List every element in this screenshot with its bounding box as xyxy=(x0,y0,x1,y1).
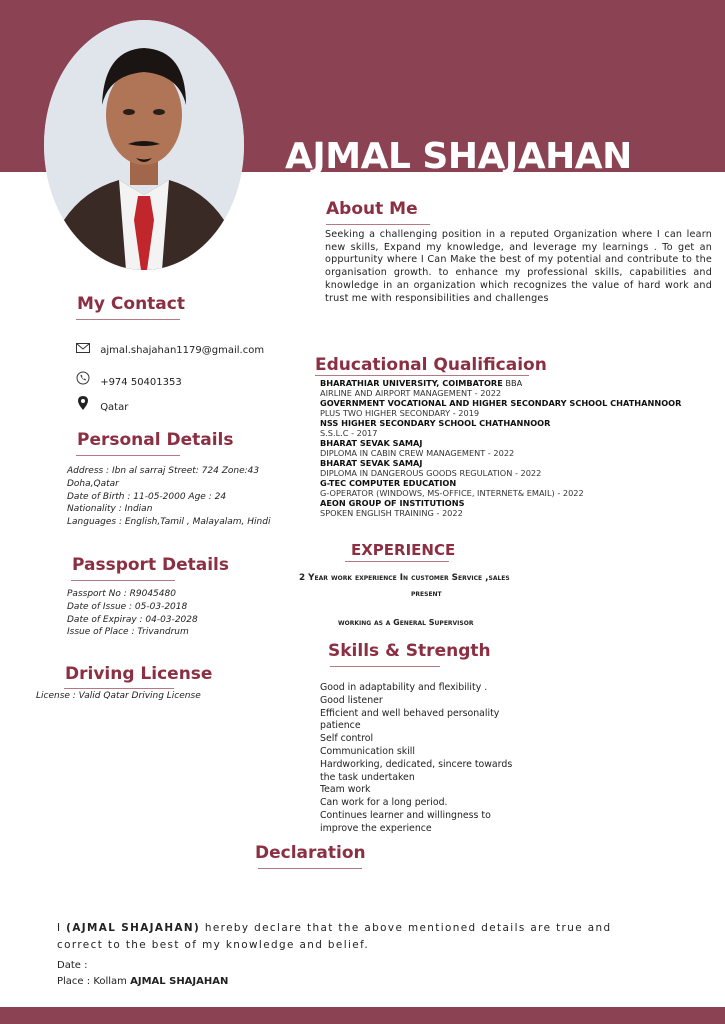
education-underline xyxy=(315,375,529,376)
education-institution: G-TEC COMPUTER EDUCATION xyxy=(320,478,457,488)
contact-phone-row xyxy=(75,371,182,388)
skill-item: improve the experience xyxy=(320,822,432,834)
declaration-body: hereby declare that the above mentioned details are true and correct to the best of my knowledge and belief. xyxy=(57,922,612,951)
education-entry xyxy=(320,498,700,518)
education-institution: GOVERNMENT VOCATIONAL AND HIGHER SECONDARY SCHOOL CHATHANNOOR xyxy=(320,398,682,408)
driving-underline xyxy=(64,688,174,689)
education-entry xyxy=(320,478,700,498)
education-entry xyxy=(320,418,700,438)
skill-item: Communication skill xyxy=(320,745,415,757)
contact-email[interactable]: ajmal.shajahan1179@gmail.com xyxy=(100,345,265,356)
education-institution: NSS HIGHER SECONDARY SCHOOL CHATHANNOOR xyxy=(320,418,551,428)
declaration-signature: AJMAL SHAJAHAN xyxy=(130,976,229,987)
skill-item: Team work xyxy=(320,784,371,796)
education-institution: BHARAT SEVAK SAMAJ xyxy=(320,458,423,468)
declaration-underline xyxy=(258,868,362,869)
experience-heading: EXPERIENCE xyxy=(351,541,456,559)
skill-item: Can work for a long period. xyxy=(320,797,448,809)
driving-heading: Driving License xyxy=(65,664,213,684)
declaration-name: (AJMAL SHAJAHAN) xyxy=(66,922,201,934)
skill-item: Continues learner and willingness to xyxy=(320,809,491,821)
phone-icon xyxy=(75,371,91,388)
skills-heading: Skills & Strength xyxy=(328,641,491,661)
experience-line-1: 2 Year work experience In customer Service ,sales xyxy=(299,573,510,583)
experience-line-3: working as a General Supervisor xyxy=(338,618,474,627)
passport-heading: Passport Details xyxy=(72,555,230,575)
about-underline xyxy=(326,224,430,225)
skill-item: Efficient and well behaved personality xyxy=(320,707,500,719)
skill-item: Hardworking, dedicated, sincere towards xyxy=(320,758,513,770)
declaration-text xyxy=(57,920,657,954)
about-text: Seeking a challenging position in a reputed Organization where I can learn new skills, Expand my knowledge, and leverage my learnings . To get an oppurtunity where I Can Make the best of my potential and contribute to the organisation growth. to enhance my professional skills, capabilities and knowledge in an organization which recognizes the value of hard work and trust me with responsibilities and challenges xyxy=(325,229,712,304)
mail-icon xyxy=(75,343,91,356)
declaration-date: Date : xyxy=(57,960,88,971)
education-degree: G-OPERATOR (WINDOWS, MS-OFFICE, INTERNET& EMAIL) - 2022 xyxy=(320,488,584,498)
education-institution: AEON GROUP OF INSTITUTIONS xyxy=(320,498,465,508)
personal-address: Address : Ibn al sarraj Street: 724 Zone:43 xyxy=(67,466,260,476)
candidate-name: AJMAL SHAJAHAN xyxy=(285,136,632,177)
education-degree: PLUS TWO HIGHER SECONDARY - 2019 xyxy=(320,408,480,418)
education-institution: BHARAT SEVAK SAMAJ xyxy=(320,438,423,448)
personal-heading: Personal Details xyxy=(77,430,234,450)
location-pin-icon xyxy=(75,396,91,413)
skill-item: patience xyxy=(320,720,361,732)
education-heading: Educational Qualificaion xyxy=(315,355,547,375)
education-degree: DIPLOMA IN CABIN CREW MANAGEMENT - 2022 xyxy=(320,448,515,458)
education-entry xyxy=(320,398,700,418)
skills-underline xyxy=(330,666,440,667)
skill-item: Self control xyxy=(320,733,374,745)
skills-list xyxy=(320,682,540,836)
education-degree-tag: BBA xyxy=(502,378,523,388)
education-degree: SPOKEN ENGLISH TRAINING - 2022 xyxy=(320,508,463,518)
passport-issue-date: Date of Issue : 05-03-2018 xyxy=(67,601,188,612)
education-entry xyxy=(320,378,700,398)
education-entry xyxy=(320,438,700,458)
education-entry xyxy=(320,458,700,478)
experience-underline xyxy=(345,561,449,562)
profile-photo xyxy=(44,20,244,270)
education-degree: S.S.L.C - 2017 xyxy=(320,428,378,438)
passport-number: Passport No : R9045480 xyxy=(67,589,176,599)
passport-details xyxy=(67,588,267,639)
education-degree: DIPLOMA IN DANGEROUS GOODS REGULATION - 2022 xyxy=(320,468,542,478)
skill-item: the task undertaken xyxy=(320,771,415,783)
contact-phone[interactable]: +974 50401353 xyxy=(100,377,182,388)
personal-dob: Date of Birth : 11-05-2000 Age : 24 xyxy=(67,491,227,502)
passport-underline xyxy=(71,580,175,581)
personal-address-city: Doha,Qatar xyxy=(67,478,119,489)
personal-underline xyxy=(76,455,180,456)
portrait-illustration xyxy=(44,20,244,270)
driving-license-text: License : Valid Qatar Driving License xyxy=(36,691,201,701)
experience-line-2: present xyxy=(411,589,442,599)
personal-details xyxy=(67,465,287,529)
skill-item: Good listener xyxy=(320,694,383,706)
passport-issue-place: Issue of Place : Trivandrum xyxy=(67,627,189,638)
personal-nationality: Nationality : Indian xyxy=(67,504,153,515)
contact-location-row xyxy=(75,396,128,413)
education-institution: BHARATHIAR UNIVERSITY, COIMBATORE xyxy=(320,378,503,388)
declaration-prefix: I xyxy=(57,922,67,934)
education-degree: AIRLINE AND AIRPORT MANAGEMENT - 2022 xyxy=(320,388,502,398)
footer-band xyxy=(0,1007,725,1024)
declaration-place xyxy=(57,976,228,989)
passport-expiry-date: Date of Expiray : 04-03-2028 xyxy=(67,614,198,625)
contact-underline xyxy=(76,319,180,320)
contact-email-row xyxy=(75,343,264,356)
declaration-place-label: Place : Kollam xyxy=(57,976,127,987)
education-list xyxy=(320,378,700,518)
contact-heading: My Contact xyxy=(77,294,185,314)
about-heading: About Me xyxy=(326,199,418,219)
declaration-heading: Declaration xyxy=(255,843,366,863)
skill-item: Good in adaptability and flexibility . xyxy=(320,682,488,693)
personal-languages: Languages : English,Tamil , Malayalam, Hindi xyxy=(67,517,271,528)
contact-location: Qatar xyxy=(100,402,129,413)
